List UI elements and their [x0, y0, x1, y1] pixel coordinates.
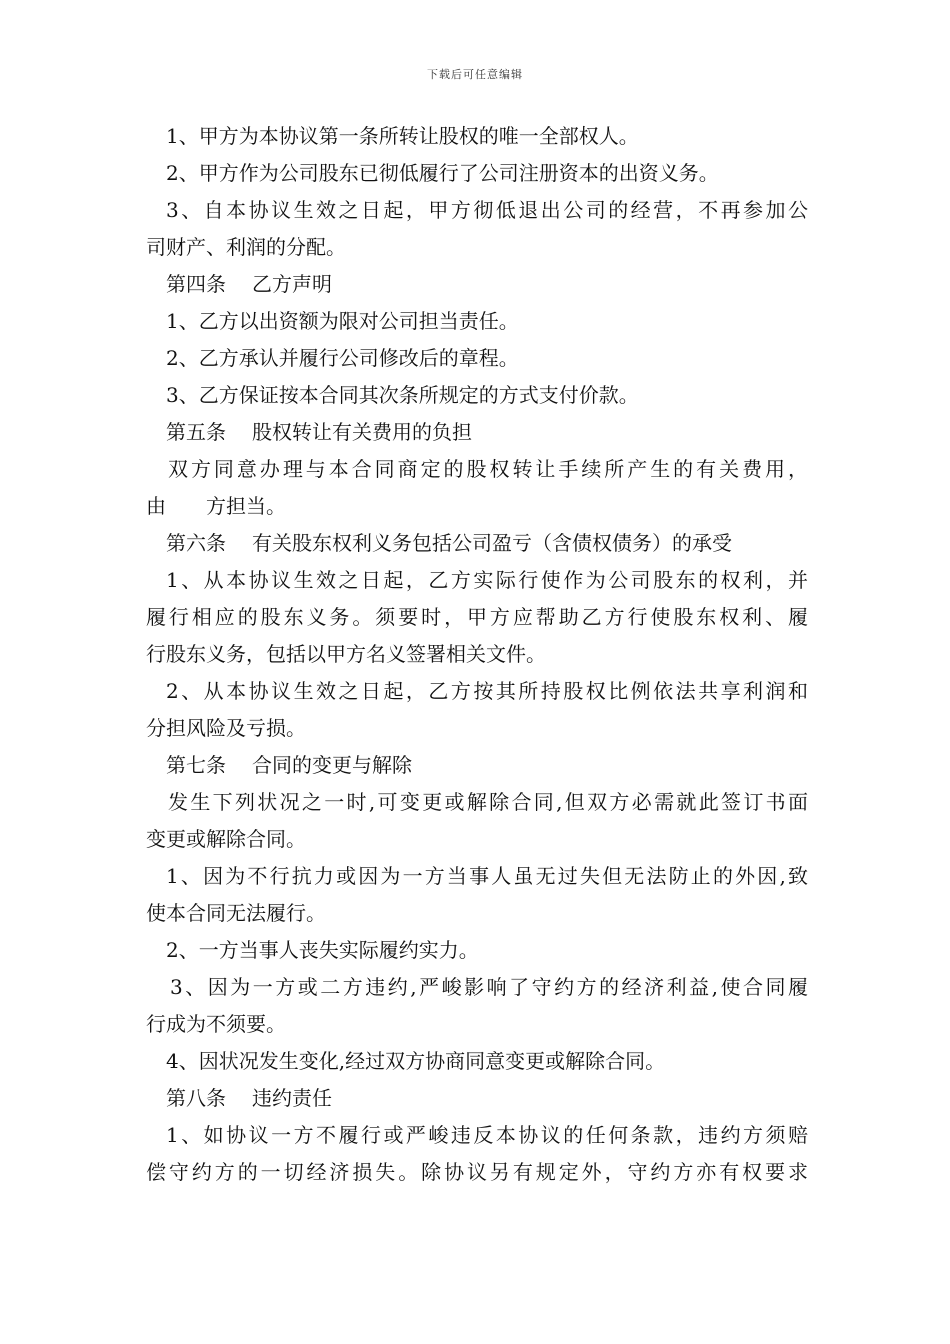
paragraph-continuation-line: 偿守约方的一切经济损失。除协议另有规定外，守约方亦有权要求 — [146, 1160, 808, 1184]
section-title: 合同的变更与解除 — [252, 753, 412, 777]
section-title: 违约责任 — [252, 1086, 332, 1110]
paragraph-line: 1、如协议一方不履行或严峻违反本协议的任何条款，违约方须赔 — [166, 1123, 808, 1147]
section-number: 第八条 — [166, 1086, 226, 1110]
paragraph-continuation-line: 履行相应的股东义务。须要时，甲方应帮助乙方行使股东权利、履 — [146, 605, 808, 629]
paragraph-continuation-line: 由 方担当。 — [146, 494, 286, 518]
paragraph-continuation-line: 分担风险及亏损。 — [146, 716, 306, 740]
section-number: 第五条 — [166, 420, 226, 444]
paragraph-line: 3、因为一方或二方违约,严峻影响了守约方的经济利益,使合同履 — [170, 975, 808, 999]
section-title: 有关股东权利义务包括公司盈亏（含债权债务）的承受 — [252, 531, 732, 555]
paragraph-line: 4、因状况发生变化,经过双方协商同意变更或解除合同。 — [166, 1049, 666, 1073]
paragraph-line: 1、从本协议生效之日起，乙方实际行使作为公司股东的权利，并 — [166, 568, 808, 592]
paragraph-continuation-line: 使本合同无法履行。 — [146, 901, 326, 925]
paragraph-line: 1、乙方以出资额为限对公司担当责任。 — [166, 309, 519, 333]
paragraph-continuation-line: 行股东义务，包括以甲方名义签署相关文件。 — [146, 642, 546, 666]
section-heading — [146, 525, 808, 562]
paragraph-line: 3、乙方保证按本合同其次条所规定的方式支付价款。 — [166, 383, 639, 407]
paragraph-line: 发生下列状况之一时,可变更或解除合同,但双方必需就此签订书面 — [168, 790, 808, 814]
paragraph-line: 1、甲方为本协议第一条所转让股权的唯一全部权人。 — [166, 124, 639, 148]
paragraph-line: 2、一方当事人丧失实际履约实力。 — [166, 938, 479, 962]
section-title: 乙方声明 — [252, 272, 332, 296]
section-heading — [146, 266, 808, 303]
paragraph-line: 1、因为不行抗力或因为一方当事人虽无过失但无法防止的外因,致 — [166, 864, 808, 888]
paragraph-continuation-line: 变更或解除合同。 — [146, 827, 306, 851]
section-heading — [146, 747, 808, 784]
section-number: 第七条 — [166, 753, 226, 777]
section-number: 第四条 — [166, 272, 226, 296]
paragraph-continuation-line: 司财产、利润的分配。 — [146, 235, 346, 259]
section-heading — [146, 414, 808, 451]
paragraph-line: 2、甲方作为公司股东已彻低履行了公司注册资本的出资义务。 — [166, 161, 719, 185]
paragraph-line: 2、乙方承认并履行公司修改后的章程。 — [166, 346, 519, 370]
paragraph-continuation-line: 行成为不须要。 — [146, 1012, 286, 1036]
page-header-note: 下载后可任意编辑 — [427, 68, 523, 81]
section-number: 第六条 — [166, 531, 226, 555]
section-heading — [146, 1080, 808, 1117]
paragraph-line: 双方同意办理与本合同商定的股权转让手续所产生的有关费用， — [168, 457, 808, 481]
section-title: 股权转让有关费用的负担 — [252, 420, 472, 444]
document-body — [146, 118, 808, 1191]
paragraph-line: 2、从本协议生效之日起，乙方按其所持股权比例依法共享利润和 — [166, 679, 808, 703]
paragraph-line: 3、自本协议生效之日起，甲方彻低退出公司的经营，不再参加公 — [166, 198, 808, 222]
